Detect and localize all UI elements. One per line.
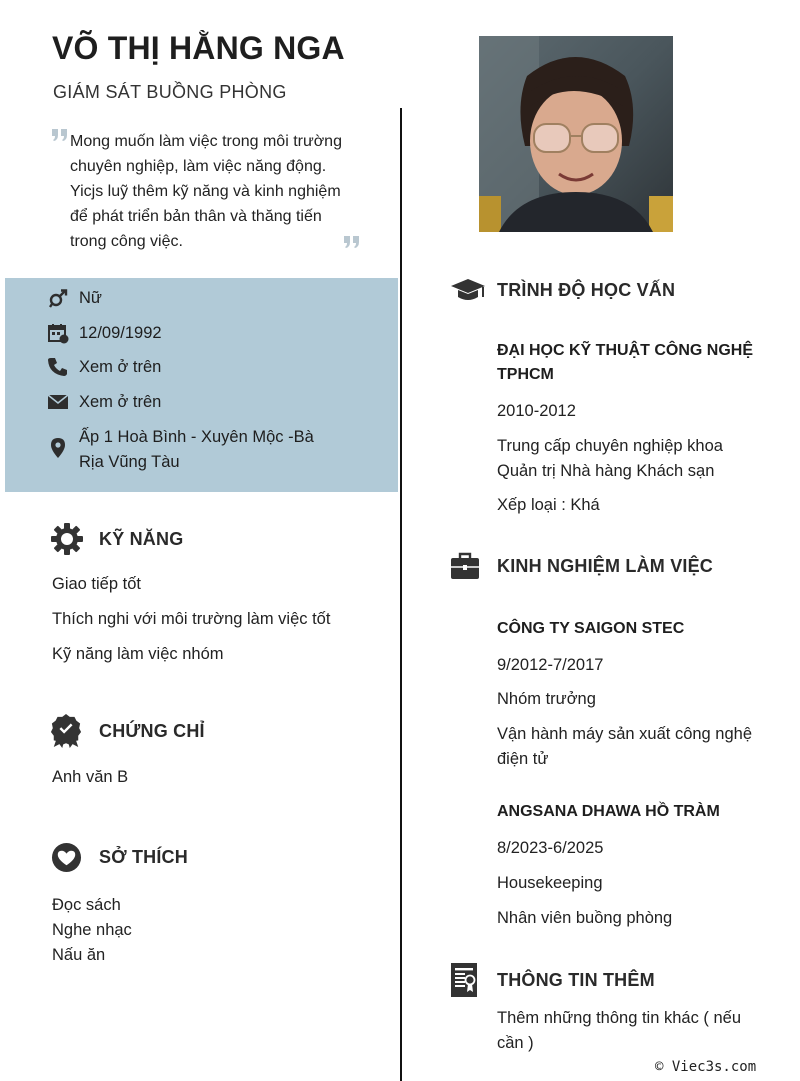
experience-heading — [450, 551, 713, 581]
hobby-item: Đọc sách — [52, 896, 121, 914]
career-objective: Mong muốn làm việc trong môi trường chuyên nghiệp, làm việc năng động. Yicjs luỹ thêm kỹ năng và kinh nghiệm để phát triển bản thân và thăng tiến trong công việc. — [70, 133, 342, 250]
hobby-item: Nấu ăn — [52, 946, 106, 964]
additional-title: THÔNG TIN THÊM — [497, 969, 655, 990]
location-icon — [47, 437, 69, 459]
skill-item: Thích nghi với môi trường làm việc tốt — [52, 610, 331, 628]
skill-item: Kỹ năng làm việc nhóm — [52, 645, 224, 663]
job-company: ANGSANA DHAWA HỒ TRÀM — [497, 803, 720, 820]
column-divider — [400, 108, 402, 1081]
calendar-icon — [47, 322, 69, 344]
hobby-item: Nghe nhạc — [52, 921, 132, 939]
job-title: GIÁM SÁT BUỒNG PHÒNG — [53, 82, 287, 102]
gear-icon — [50, 522, 84, 556]
contact-gender — [47, 286, 339, 311]
badge-icon — [50, 713, 82, 749]
contact-phone — [47, 355, 339, 380]
quote-close-icon — [343, 235, 361, 249]
certificates-heading — [50, 713, 205, 749]
gender-value: Nữ — [79, 289, 102, 307]
job-description: Nhân viên buồng phòng — [497, 909, 673, 927]
graduation-cap-icon — [450, 276, 486, 304]
contact-address — [47, 425, 339, 475]
skill-item: Giao tiếp tốt — [52, 575, 141, 593]
document-icon — [450, 962, 478, 998]
address-value: Ấp 1 Hoà Bình - Xuyên Mộc -Bà Rịa Vũng Tàu — [79, 428, 314, 471]
education-period: 2010-2012 — [497, 402, 576, 420]
copyright: © Viec3s.com — [655, 1059, 757, 1075]
hobbies-heading — [51, 842, 188, 873]
briefcase-icon — [450, 551, 480, 581]
birthday-value: 12/09/1992 — [79, 324, 162, 342]
experience-title: KINH NGHIỆM LÀM VIỆC — [497, 555, 714, 576]
quote-open-icon — [51, 128, 69, 142]
job-period: 9/2012-7/2017 — [497, 656, 604, 674]
additional-text: Thêm những thông tin khác ( nếu cần ) — [497, 1009, 742, 1052]
email-value: Xem ở trên — [79, 393, 162, 411]
hobbies-title: SỞ THÍCH — [99, 847, 188, 867]
profile-photo — [479, 36, 673, 232]
candidate-name: VÕ THỊ HẰNG NGA — [52, 30, 345, 66]
education-school: ĐẠI HỌC KỸ THUẬT CÔNG NGHỆ TPHCM — [497, 342, 753, 383]
education-title: TRÌNH ĐỘ HỌC VẤN — [497, 279, 676, 300]
skills-title: KỸ NĂNG — [99, 528, 184, 549]
gender-icon — [47, 287, 69, 309]
job-period: 8/2023-6/2025 — [497, 839, 604, 857]
certificate-item: Anh văn B — [52, 768, 129, 786]
additional-heading — [450, 962, 655, 998]
education-grade: Xếp loại : Khá — [497, 496, 600, 514]
job-description: Vận hành máy sản xuất công nghệ điện tử — [497, 725, 753, 768]
phone-value: Xem ở trên — [79, 358, 162, 376]
job-position: Housekeeping — [497, 874, 603, 892]
certificates-title: CHỨNG CHỈ — [99, 720, 205, 741]
job-position: Nhóm trưởng — [497, 690, 596, 708]
education-major: Trung cấp chuyên nghiệp khoa Quản trị Nhà hàng Khách sạn — [497, 437, 723, 480]
education-heading — [450, 276, 675, 304]
heart-icon — [51, 842, 82, 873]
phone-icon — [47, 356, 69, 378]
skills-heading — [50, 522, 183, 556]
email-icon — [47, 391, 69, 413]
contact-email — [47, 390, 339, 415]
contact-birthday — [47, 321, 339, 346]
job-company: CÔNG TY SAIGON STEC — [497, 620, 685, 637]
